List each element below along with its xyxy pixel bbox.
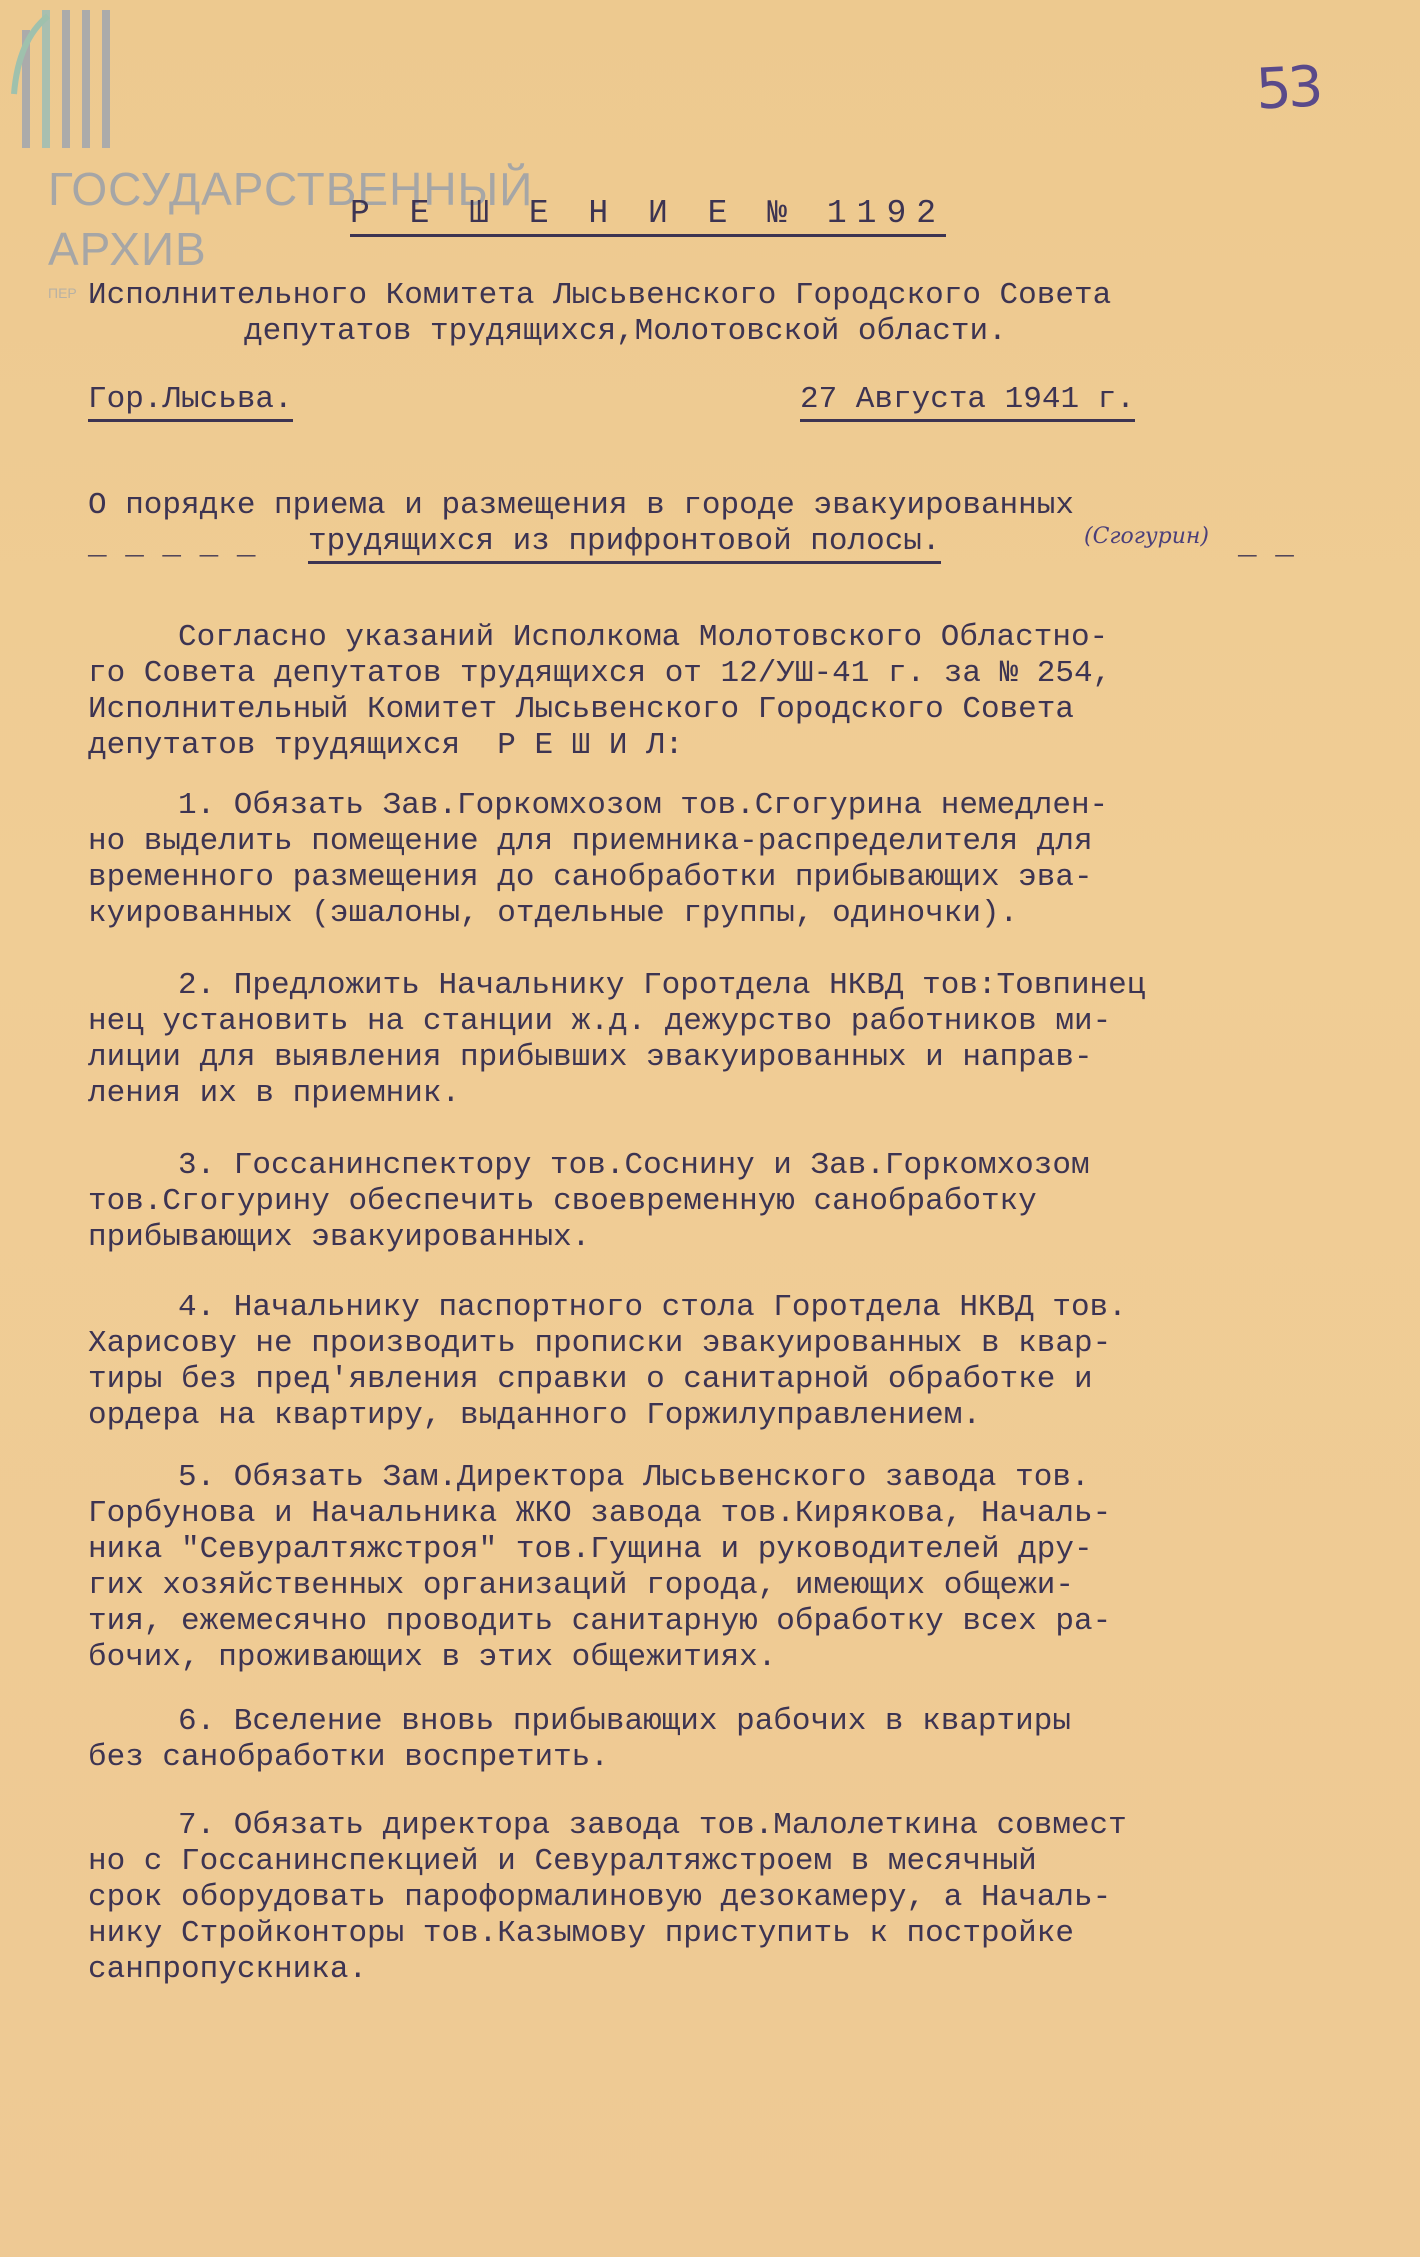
body-line: но с Госсанинспекцией и Севуралтяжстроем в месячный xyxy=(88,1844,1037,1879)
archive-name-line1: ГОСУДАРСТВЕННЫЙ xyxy=(48,163,534,215)
body-line: 3. Госсанинспектору тов.Соснину и Зав.Горкомхозом xyxy=(178,1148,1090,1183)
body-line: срок оборудовать пароформалиновую дезокамеру, а Началь- xyxy=(88,1880,1112,1915)
body-line: тов.Сгогурину обеспечить своевременную санобработку xyxy=(88,1184,1037,1219)
body-line: го Совета депутатов трудящихся от 12/УШ-41 г. за № 254, xyxy=(88,656,1112,691)
body-line: Горбунова и Начальника ЖКО завода тов.Кирякова, Началь- xyxy=(88,1496,1112,1531)
body-line: 5. Обязать Зам.Директора Лысьвенского завода тов. xyxy=(178,1460,1090,1495)
archive-name-line3: ПЕР xyxy=(48,285,77,301)
subject-dashes-right: _ _ xyxy=(1238,528,1294,563)
body-line: санпропускника. xyxy=(88,1952,368,1987)
body-line: ника "Севуралтяжстроя" тов.Гущина и руководителей дру- xyxy=(88,1532,1093,1567)
subject-line-1: О порядке приема и размещения в городе эвакуированных xyxy=(88,488,1074,523)
body-line: прибывающих эвакуированных. xyxy=(88,1220,591,1255)
body-line: нец установить на станции ж.д. дежурство работников ми- xyxy=(88,1004,1112,1039)
body-line: 2. Предложить Начальнику Горотдела НКВД тов:Товпинец xyxy=(178,968,1146,1003)
body-line: тия, ежемесячно проводить санитарную обработку всех ра- xyxy=(88,1604,1112,1639)
body-line: гих хозяйственных организаций города, имеющих общежи- xyxy=(88,1568,1074,1603)
subject-dashes-left: _ _ _ _ _ xyxy=(88,528,256,563)
body-line: 4. Начальнику паспортного стола Горотдела НКВД тов. xyxy=(178,1290,1127,1325)
document-place: Гор.Лысьва. xyxy=(88,382,293,418)
document-title: Р Е Ш Е Н И Е № 1192 xyxy=(350,196,946,232)
organization-line-1: Исполнительного Комитета Лысьвенского Городского Совета xyxy=(88,278,1112,313)
document-date: 27 Августа 1941 г. xyxy=(800,382,1135,418)
archive-logo xyxy=(8,4,148,154)
body-line: 7. Обязать директора завода тов.Малолеткина совмест xyxy=(178,1808,1127,1843)
page-number: 53 xyxy=(1254,54,1321,123)
body-line: ления их в приемник. xyxy=(88,1076,461,1111)
body-line: Согласно указаний Исполкома Молотовского Областно- xyxy=(178,620,1109,655)
body-line: Исполнительный Комитет Лысьвенского Городского Совета xyxy=(88,692,1074,727)
handwritten-name: (Сгогурин) xyxy=(1084,524,1209,549)
body-line: 6. Вселение вновь прибывающих рабочих в квартиры xyxy=(178,1704,1071,1739)
body-line: нику Стройконторы тов.Казымову приступить к постройке xyxy=(88,1916,1074,1951)
body-line: временного размещения до санобработки прибывающих эва- xyxy=(88,860,1093,895)
body-line: ордера на квартиру, выданного Горжилуправлением. xyxy=(88,1398,981,1433)
subject-line-2: трудящихся из прифронтовой полосы. xyxy=(308,524,941,560)
body-line: лиции для выявления прибывших эвакуированных и направ- xyxy=(88,1040,1093,1075)
archive-name-line2: АРХИВ xyxy=(48,223,207,275)
organization-line-2: депутатов трудящихся,Молотовской области. xyxy=(244,314,1007,349)
body-line: депутатов трудящихся Р Е Ш И Л: xyxy=(88,728,684,763)
body-line: бочих, проживающих в этих общежитиях. xyxy=(88,1640,777,1675)
body-line: Харисову не производить прописки эвакуированных в квар- xyxy=(88,1326,1112,1361)
body-line: без санобработки воспретить. xyxy=(88,1740,609,1775)
body-line: куированных (эшалоны, отдельные группы, одиночки). xyxy=(88,896,1019,931)
body-line: но выделить помещение для приемника-распределителя для xyxy=(88,824,1093,859)
body-line: 1. Обязать Зав.Горкомхозом тов.Сгогурина немедлен- xyxy=(178,788,1109,823)
body-line: тиры без пред'явления справки о санитарной обработке и xyxy=(88,1362,1093,1397)
